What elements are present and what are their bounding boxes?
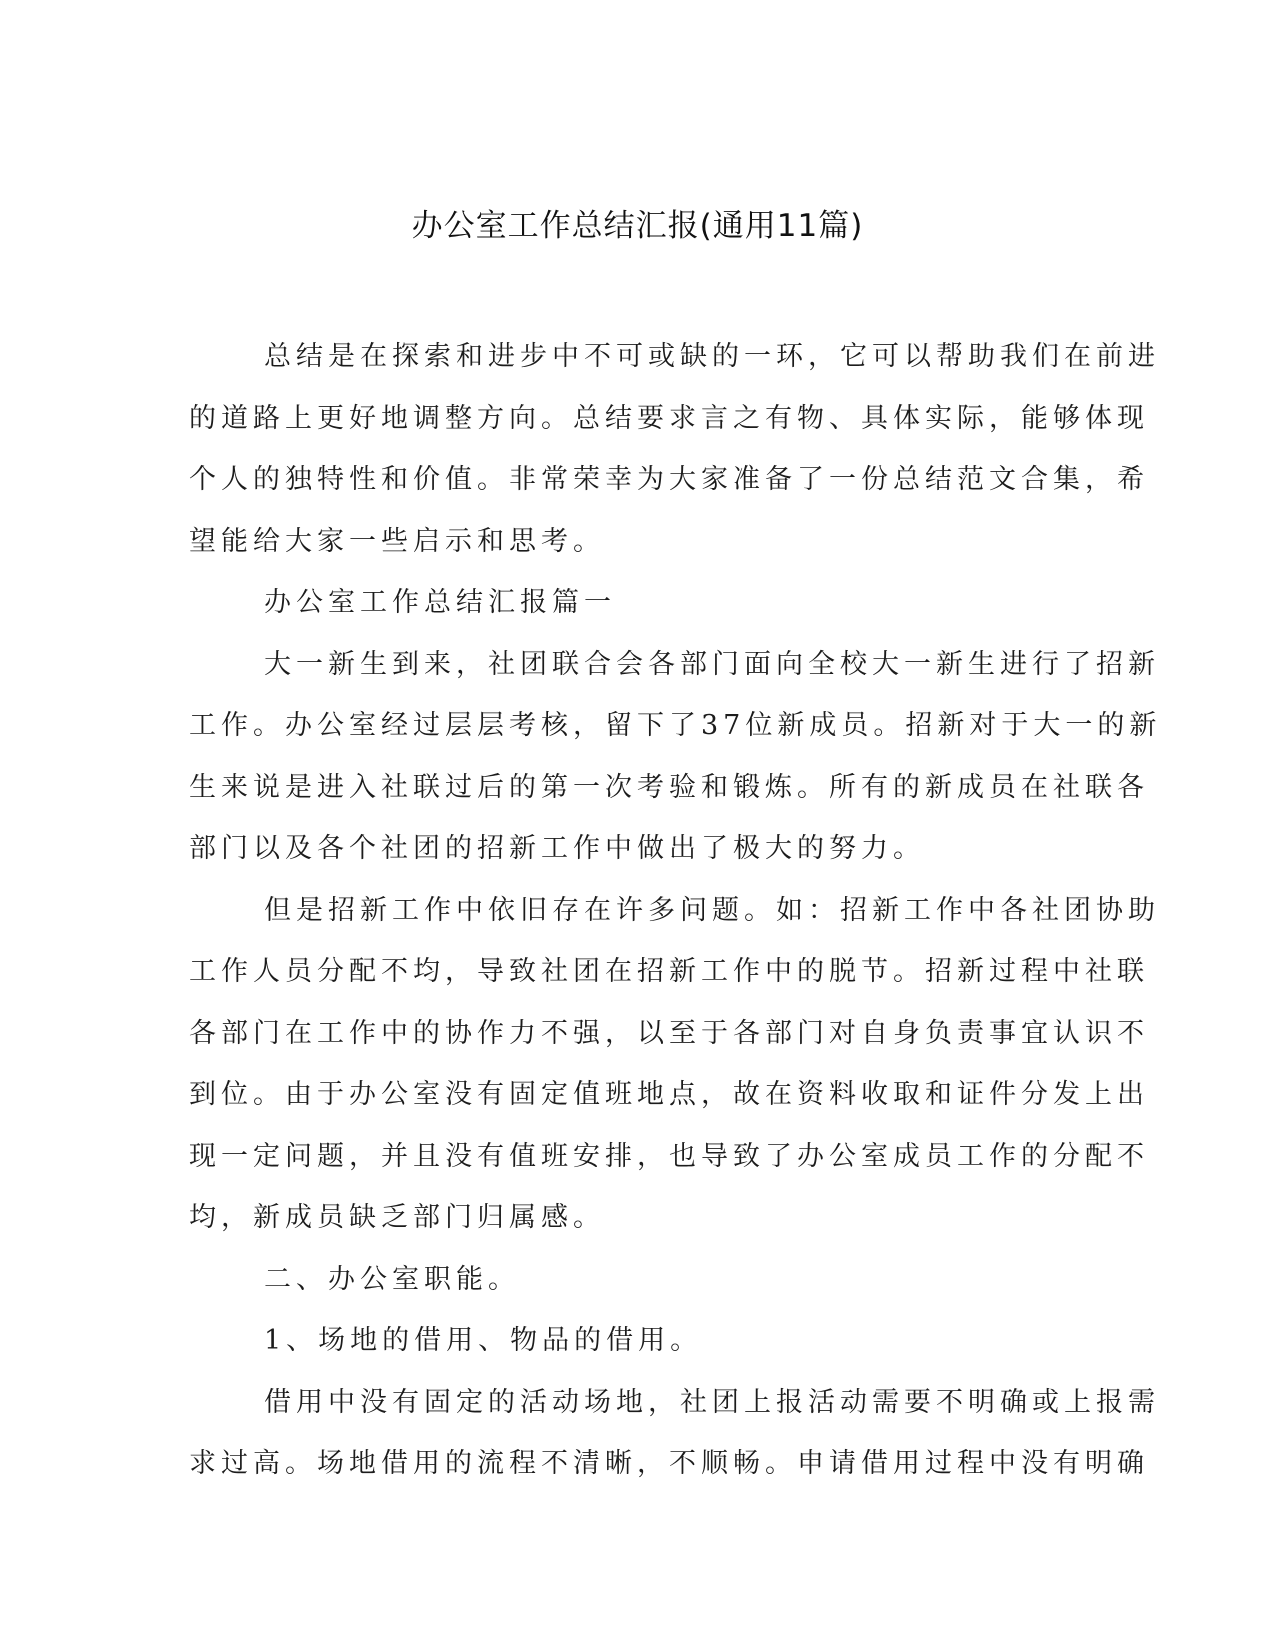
text-line: 的道路上更好地调整方向。总结要求言之有物、具体实际，能够体现	[189, 402, 1149, 434]
text-line: 个人的独特性和价值。非常荣幸为大家准备了一份总结范文合集，希	[189, 464, 1149, 495]
text-line: 现一定问题，并且没有值班安排，也导致了办公室成员工作的分配不	[189, 1140, 1149, 1172]
text-line: 但是招新工作中依旧存在许多问题。如：招新工作中各社团协助	[264, 894, 1160, 926]
text-line: 大一新生到来，社团联合会各部门面向全校大一新生进行了招新	[264, 648, 1160, 680]
text-line: 借用中没有固定的活动场地，社团上报活动需要不明确或上报需	[264, 1386, 1160, 1418]
text-line: 办公室工作总结汇报篇一	[264, 587, 616, 618]
section-heading-part-one	[189, 572, 1069, 634]
text-line: 部门以及各个社团的招新工作中做出了极大的努力。	[189, 833, 925, 864]
text-line: 工作人员分配不均，导致社团在招新工作中的脱节。招新过程中社联	[189, 956, 1149, 987]
document-title: 办公室工作总结汇报(通用11篇)	[411, 208, 864, 244]
text-line: 求过高。场地借用的流程不清晰，不顺畅。申请借用过程中没有明确	[189, 1448, 1149, 1479]
text-line: 均，新成员缺乏部门归属感。	[189, 1202, 605, 1233]
text-line: 到位。由于办公室没有固定值班地点，故在资料收取和证件分发上出	[189, 1079, 1149, 1110]
text-line: 望能给大家一些启示和思考。	[189, 525, 605, 557]
section-heading-office-functions	[189, 1249, 1069, 1311]
paragraph-borrowing	[189, 1372, 1160, 1495]
paragraph-problems	[189, 880, 1160, 1249]
text-line: 二、办公室职能。	[264, 1263, 520, 1295]
text-line: 各部门在工作中的协作力不强，以至于各部门对自身负责事宜认识不	[189, 1017, 1149, 1049]
paragraph-recruitment	[189, 634, 1162, 880]
document-body	[189, 326, 1162, 1495]
paragraph-intro	[189, 326, 1160, 572]
text-line: 生来说是进入社联过后的第一次考验和锻炼。所有的新成员在社联各	[189, 771, 1149, 803]
subheading-venue-borrowing	[189, 1310, 1069, 1372]
text-line: 工作。办公室经过层层考核，留下了37位新成员。招新对于大一的新	[189, 710, 1162, 741]
text-line: 总结是在探索和进步中不可或缺的一环，它可以帮助我们在前进	[264, 341, 1160, 372]
text-line: 1、场地的借用、物品的借用。	[264, 1325, 703, 1356]
